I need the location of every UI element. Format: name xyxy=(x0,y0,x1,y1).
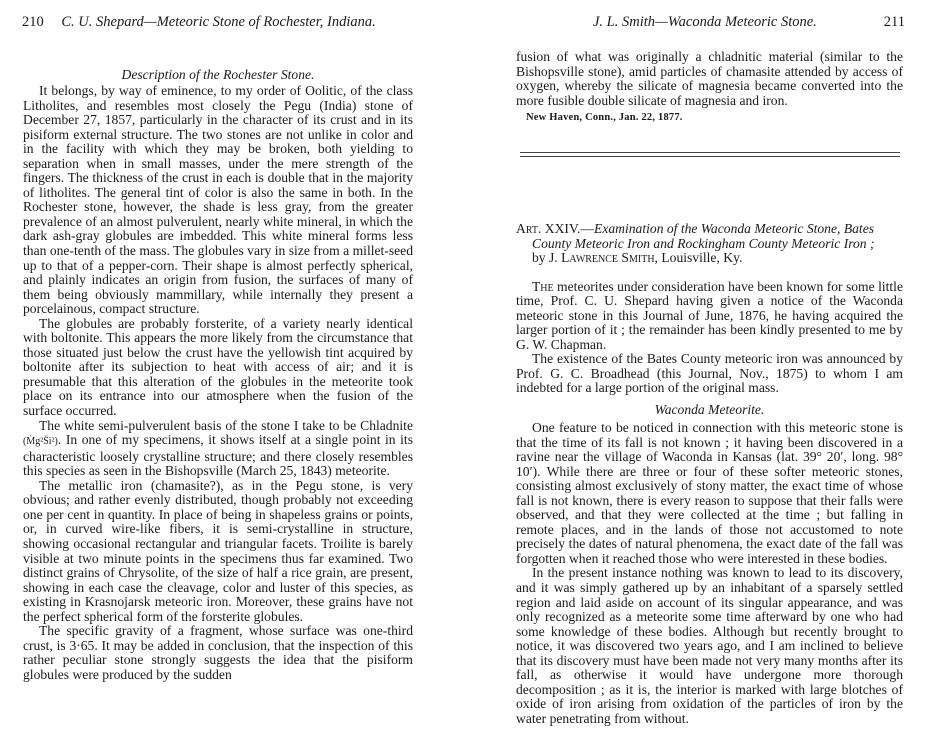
continuation-paragraph: fusion of what was originally a chladnitic material (similar to the Bishopsville stone), amid particles of chamasite attended by access of oxygen, whereby the silicate of magnesia became converted into the more fusible double silicate of magnesia and iron. xyxy=(516,49,903,108)
right-page xyxy=(465,0,930,750)
section-title: Waconda Meteorite. xyxy=(654,402,765,418)
page-number: 210 xyxy=(22,14,44,30)
article-title: Examination of the Waconda Meteoric Stone, Bates County Meteoric Iron and Rockingham County Meteoric Iron ; xyxy=(532,221,875,251)
continuation-block xyxy=(516,50,903,126)
paragraph: It belongs, by way of eminence, to my order of Oolitic, of the class Litholites, and resembles most closely the Pegu (India) stone of December 27, 1857, particularly in the character of its crust and in its pisiform external structure. The two stones are not unlike in color and in the facility with which they may be broken, both yielding to separation when in small masses, under the mere strength of the fingers. The thickness of the crust in each is double that in the majority of litholites. The general tint of color is also the same in both. In the Rochester stone, however, the shade is less gray, from the greater prevalence of an almost pulverulent, nearly white mineral, in which the dark ash-gray globules are imbedded. This white mineral forms less than one-tenth of the mass. The globules vary in size from a millet-seed up to that of a pepper-corn. Their shape is almost perfectly spherical, and plainly indicates an origin from fusion, the surfaces of many of them being obviously mammillary, while internally they present a porcelainous, compact structure. xyxy=(23,83,413,317)
paragraph-chladnite xyxy=(23,419,413,479)
text: meteorites under consideration have been known for some little time, Prof. C. U. Shepard having given a notice of the Waconda meteoric stone in this Journal of June, 1876, he having acquired the larger portion of it ; the remainder has been kindly presented to me by G. W. Chapman. xyxy=(516,278,903,352)
paragraph: The existence of the Bates County meteoric iron was announced by Prof. G. C. Broadhead (this Journal, Nov., 1875) to whom I am indebted for a large portion of the original mass. xyxy=(516,351,903,396)
byline-prefix: by J. xyxy=(532,250,562,266)
text: . In one of my specimens, it shows itself at a single point in its characteristic loosely crystalline structure; and there closely resembles this species as seen in the Bishopsville (March 25, 1843) meteorite. xyxy=(23,432,413,479)
lead-word: The xyxy=(532,278,554,294)
article-block xyxy=(516,222,903,727)
section-title: Description of the Rochester Stone. xyxy=(121,67,315,82)
left-running-head xyxy=(22,13,376,31)
author-name: Lawrence Smith xyxy=(561,250,655,266)
running-title: C. U. Shepard—Meteoric Stone of Rochester, Indiana. xyxy=(61,14,376,30)
paragraph: In the present instance nothing was known to lead to its discovery, and it was simply gathered up by an inhabitant of a sparsely settled region and laid aside on account of its singular appearance, and was only recognized as a meteorite some time afterward by one who had some knowledge of these bodies. Although but recently brought to notice, it was discovered two years ago, and I am inclined to believe that its discovery must have been made not very many months after its fall, as otherwise it would have undergone more thorough decomposition ; as it is, the interior is marked with large blotches of oxide of iron arising from oxidation of the particles of iron by the water penetrating from without. xyxy=(516,565,903,726)
double-rule-divider xyxy=(520,152,900,157)
text: The white semi-pulverulent basis of the stone I take to be Chladnite xyxy=(39,417,413,433)
paragraph: The globules are probably forsterite, of a variety nearly identical with boltonite. This appears the more likely from the circumstance that those situated just below the crust have the yellowish tint acquired by boltonite after its subjection to heat with access of air; and it is presumable that this alteration of the globules in the meteorite took place on its entrance into our atmosphere when the fusion of the surface occurred. xyxy=(23,315,413,419)
article-number: Art. XXIV.— xyxy=(516,221,595,236)
paragraph: The specific gravity of a fragment, whose surface was one-third crust, is 3·65. It may be added in conclusion, that the inspection of this rather peculiar stone strongly suggests the idea that the pisiform globules were produced by the sudden xyxy=(23,623,413,682)
right-running-head xyxy=(593,13,905,31)
byline-suffix: , Louisville, Ky. xyxy=(654,250,743,266)
paragraph: The metallic iron (chamasite?), as in the Pegu stone, is very obvious; and rather evenly distributed, though probably not exceeding one per cent in quantity. In place of being in shapeless grains or points, or, in curved wire-like fibers, it is semi-crystalline in structure, showing occasional rectangular and triangular facets. Troilite is barely visible at two minute points in the specimens thus far examined. Two distinct grains of Chrysolite, of the size of half a rice grain, are present, showing in each case the cleavage, color and luster of this species, as existing in Krasnojarsk meteoric iron. Moreover, these grains have not the perfect spherical form of the forsterite globules. xyxy=(23,477,413,624)
page-number: 211 xyxy=(883,14,905,30)
dateline: New Haven, Conn., Jan. 22, 1877. xyxy=(526,112,683,124)
left-column xyxy=(23,67,413,682)
paragraph: One feature to be noticed in connection with this meteoric stone is that the time of its fall is not known ; it having been discovered in a ravine near the village of Waconda in Kansas (lat. 39° 20′, long. 98° 10′). While there are three or four of these softer meteoric stones, consisting almost exclusively of stony matter, the exact time of whose fall is not known, there is every reason to suppose that their falls were observed, and that they were collected at the time ; but falling in remote places, and in the lands of those not accustomed to note precisely the dates of natural phenomena, the exact date of the fall was forgotten when it reached those who were interested in these bodies. xyxy=(516,420,903,566)
running-title: J. L. Smith—Waconda Meteoric Stone. xyxy=(593,14,817,30)
paragraph xyxy=(516,280,903,353)
article-heading xyxy=(516,222,903,266)
chemical-formula: (Ṁg²S̈i²) xyxy=(23,436,58,448)
